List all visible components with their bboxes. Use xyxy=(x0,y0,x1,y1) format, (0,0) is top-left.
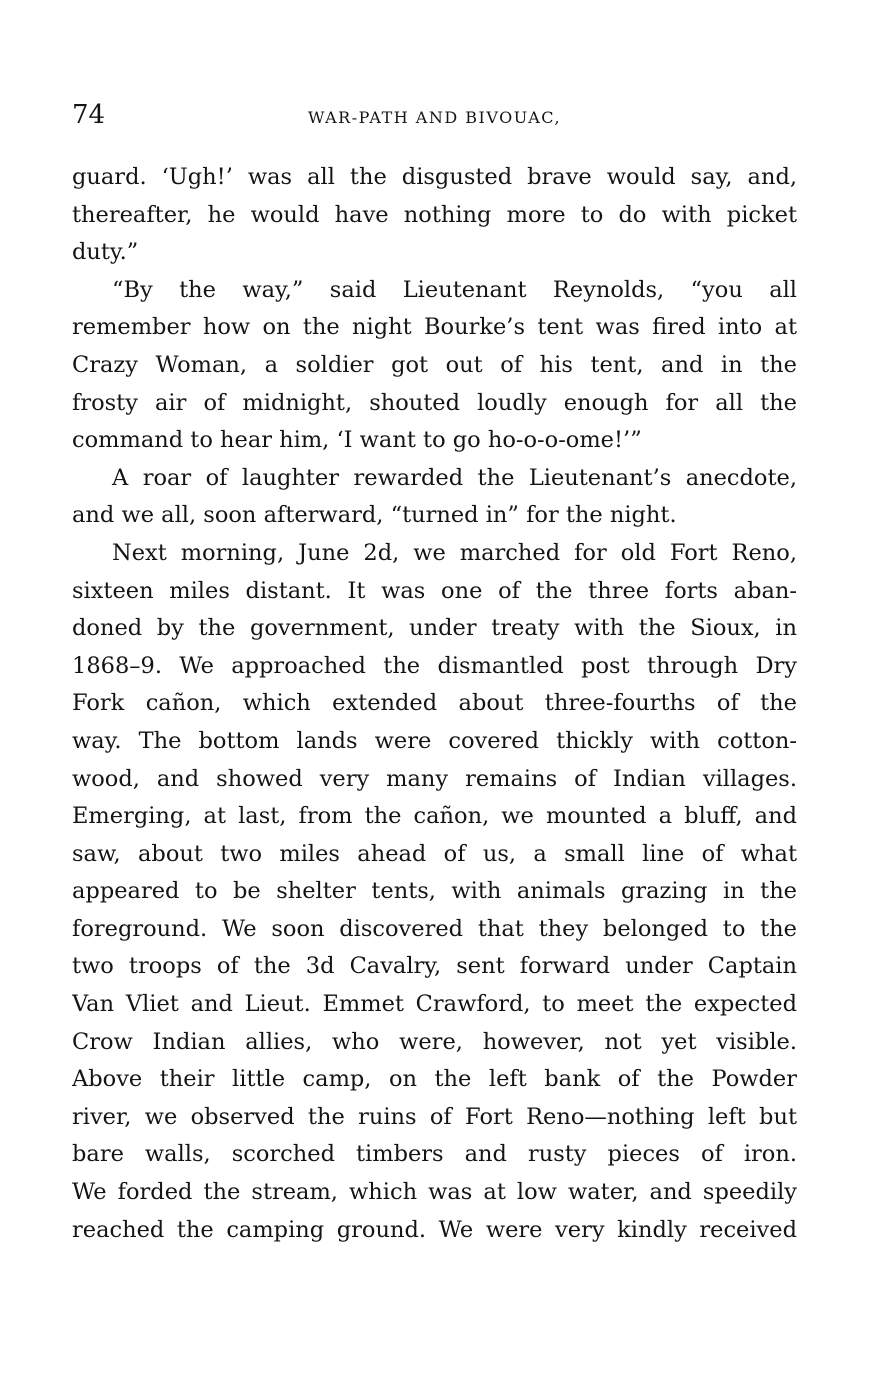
text-line: Crazy Woman, a soldier got out of his tent, and in the xyxy=(72,351,797,378)
page-header xyxy=(72,100,797,140)
text-line: command to hear him, ‘I want to go ho-o-o-ome!’” xyxy=(72,427,642,454)
text-line: We forded the stream, which was at low water, and speedily xyxy=(72,1179,797,1206)
text-line: A roar of laughter rewarded the Lieutenant’s anecdote, xyxy=(112,464,797,491)
text-line: “By the way,” said Lieutenant Reynolds, “you all xyxy=(112,276,797,303)
text-line: sixteen miles distant. It was one of the three forts aban- xyxy=(72,577,797,604)
text-line: reached the camping ground. We were very kindly received xyxy=(72,1216,797,1243)
text-line: duty.” xyxy=(72,239,139,266)
text-line: Crow Indian allies, who were, however, not yet visible. xyxy=(72,1028,797,1055)
text-line: guard. ‘Ugh!’ was all the disgusted brave would say, and, xyxy=(72,164,797,190)
text-line: wood, and showed very many remains of Indian villages. xyxy=(72,765,797,792)
text-line: remember how on the night Bourke’s tent was fired into at xyxy=(72,314,797,341)
text-line: Above their little camp, on the left bank of the Powder xyxy=(72,1066,797,1093)
text-line: saw, about two miles ahead of us, a small line of what xyxy=(72,840,797,867)
text-line: doned by the government, under treaty with the Sioux, in xyxy=(72,615,797,642)
text-line: thereafter, he would have nothing more to do with picket xyxy=(72,201,797,228)
text-line: two troops of the 3d Cavalry, sent forward under Captain xyxy=(72,953,797,980)
text-line: Next morning, June 2d, we marched for old Fort Reno, xyxy=(112,539,797,566)
page-number: 74 xyxy=(72,100,106,130)
running-title: WAR-PATH AND BIVOUAC, xyxy=(307,108,562,127)
body-text xyxy=(72,159,797,1249)
text-line: way. The bottom lands were covered thickly with cotton- xyxy=(72,727,797,754)
text-line: Fork cañon, which extended about three-fourths of the xyxy=(72,690,797,717)
text-line: frosty air of midnight, shouted loudly enough for all the xyxy=(72,389,797,416)
text-line: river, we observed the ruins of Fort Reno—nothing left but xyxy=(72,1103,797,1130)
text-line: and we all, soon afterward, “turned in” for the night. xyxy=(72,502,677,529)
text-line: Van Vliet and Lieut. Emmet Crawford, to meet the expected xyxy=(72,991,797,1018)
text-line: bare walls, scorched timbers and rusty pieces of iron. xyxy=(72,1141,797,1168)
text-line: foreground. We soon discovered that they belonged to the xyxy=(72,915,797,942)
text-line: appeared to be shelter tents, with animals grazing in the xyxy=(72,878,797,905)
text-line: 1868–9. We approached the dismantled post through Dry xyxy=(72,652,797,679)
text-line: Emerging, at last, from the cañon, we mounted a bluff, and xyxy=(72,803,797,830)
